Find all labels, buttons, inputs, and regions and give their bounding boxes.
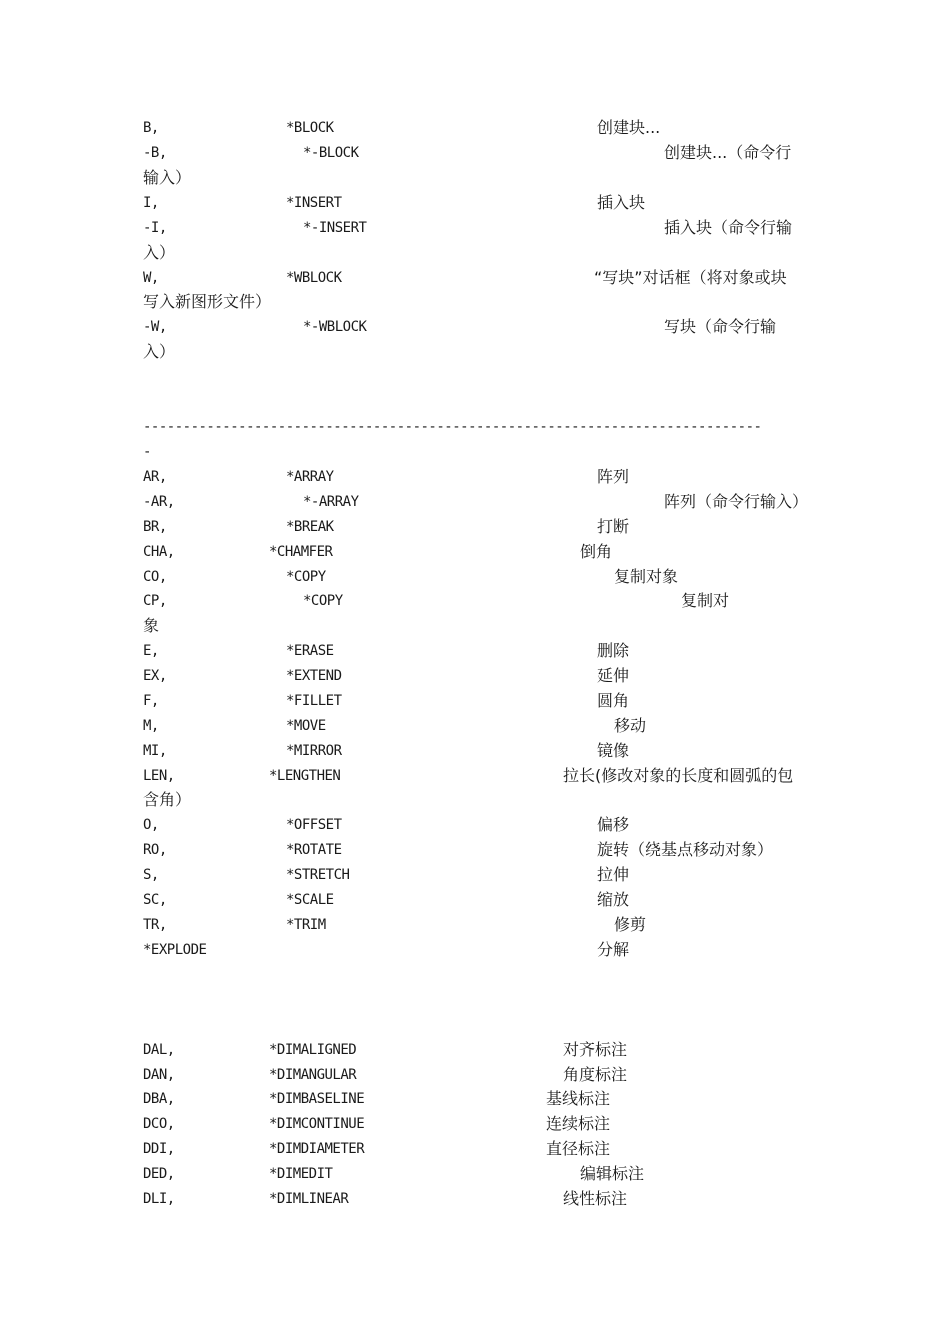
command-name: *ROTATE: [286, 842, 342, 858]
command-alias: S,: [143, 867, 159, 883]
command-name: *DIMEDIT: [269, 1166, 333, 1182]
command-name: *MOVE: [286, 718, 326, 734]
command-description: 旋转（绕基点移动对象）: [597, 840, 774, 859]
command-name: *BREAK: [286, 519, 334, 535]
command-alias: -B,: [143, 145, 167, 161]
command-description: 创建块...（命令行: [664, 143, 792, 162]
command-description: 偏移: [597, 815, 630, 834]
command-name: *-BLOCK: [303, 145, 359, 161]
command-description: 创建块...: [597, 118, 661, 137]
command-description: 复制对: [681, 591, 730, 610]
command-name: *COPY: [303, 593, 343, 609]
command-alias: LEN,: [143, 768, 175, 784]
command-description: 阵列: [597, 467, 630, 486]
command-description: 写块（命令行输: [664, 317, 777, 336]
command-description: 插入块: [597, 193, 646, 212]
command-alias: SC,: [143, 892, 167, 908]
command-alias: RO,: [143, 842, 167, 858]
command-name: *MIRROR: [286, 743, 342, 759]
command-description: 对齐标注: [563, 1040, 628, 1059]
command-name: *EXTEND: [286, 668, 342, 684]
command-name: *STRETCH: [286, 867, 350, 883]
command-alias: -: [143, 444, 151, 460]
command-description: 移动: [614, 716, 647, 735]
command-alias: -W,: [143, 319, 167, 335]
command-alias: BR,: [143, 519, 167, 535]
command-alias: DDI,: [143, 1141, 175, 1157]
command-alias: DED,: [143, 1166, 175, 1182]
command-description: 分解: [597, 940, 630, 959]
command-alias: 含角）: [143, 790, 192, 809]
command-alias: -I,: [143, 220, 167, 236]
command-alias: 写入新图形文件）: [143, 292, 272, 311]
command-alias: CP,: [143, 593, 167, 609]
command-alias: 入）: [143, 342, 176, 361]
command-alias: 入）: [143, 243, 176, 262]
command-description: 修剪: [614, 915, 647, 934]
command-description: 延伸: [597, 666, 630, 685]
command-name: *-INSERT: [303, 220, 367, 236]
command-description: 倒角: [580, 542, 613, 561]
command-alias: -AR,: [143, 494, 175, 510]
command-alias: M,: [143, 718, 159, 734]
command-description: 删除: [597, 641, 630, 660]
command-name: *DIMLINEAR: [269, 1191, 349, 1207]
command-name: *ERASE: [286, 643, 334, 659]
command-alias: I,: [143, 195, 159, 211]
command-description: 打断: [597, 517, 630, 536]
command-alias: DLI,: [143, 1191, 175, 1207]
command-name: *DIMCONTINUE: [269, 1116, 365, 1132]
command-name: *INSERT: [286, 195, 342, 211]
command-name: *COPY: [286, 569, 326, 585]
command-description: 直径标注: [546, 1139, 611, 1158]
command-alias: O,: [143, 817, 159, 833]
command-description: 连续标注: [546, 1114, 611, 1133]
command-alias: DAN,: [143, 1067, 175, 1083]
command-name: *DIMALIGNED: [269, 1042, 357, 1058]
command-alias: DBA,: [143, 1091, 175, 1107]
command-description: “写块”对话框（将对象或块: [594, 268, 787, 287]
command-alias: B,: [143, 120, 159, 136]
command-alias: W,: [143, 270, 159, 286]
command-name: *SCALE: [286, 892, 334, 908]
command-name: *ARRAY: [286, 469, 334, 485]
command-name: *DIMDIAMETER: [269, 1141, 365, 1157]
command-alias: 象: [143, 616, 160, 635]
command-alias: TR,: [143, 917, 167, 933]
command-alias: F,: [143, 693, 159, 709]
separator-line: ------------------------------------------------------------------------------: [143, 419, 762, 435]
command-alias: MI,: [143, 743, 167, 759]
command-name: *DIMANGULAR: [269, 1067, 357, 1083]
command-description: 插入块（命令行输: [664, 218, 793, 237]
command-alias: DAL,: [143, 1042, 175, 1058]
command-description: 镜像: [597, 741, 630, 760]
command-name: *-WBLOCK: [303, 319, 367, 335]
command-description: 复制对象: [614, 567, 679, 586]
command-name: *LENGTHEN: [269, 768, 341, 784]
command-description: 拉伸: [597, 865, 630, 884]
command-description: 基线标注: [546, 1089, 611, 1108]
command-alias: EX,: [143, 668, 167, 684]
command-name: *CHAMFER: [269, 544, 333, 560]
command-description: 线性标注: [563, 1189, 628, 1208]
command-alias: *EXPLODE: [143, 942, 207, 958]
command-name: *TRIM: [286, 917, 326, 933]
command-name: *-ARRAY: [303, 494, 359, 510]
command-description: 缩放: [597, 890, 630, 909]
command-alias: E,: [143, 643, 159, 659]
command-name: *BLOCK: [286, 120, 334, 136]
command-alias: CO,: [143, 569, 167, 585]
command-alias: 输入）: [143, 168, 192, 187]
command-name: *FILLET: [286, 693, 342, 709]
command-name: *DIMBASELINE: [269, 1091, 365, 1107]
command-name: *OFFSET: [286, 817, 342, 833]
command-description: 阵列（命令行输入）: [664, 492, 809, 511]
command-description: 角度标注: [563, 1065, 628, 1084]
command-description: 拉长(修改对象的长度和圆弧的包: [563, 766, 794, 785]
command-name: *WBLOCK: [286, 270, 342, 286]
command-description: 圆角: [597, 691, 630, 710]
command-alias: AR,: [143, 469, 167, 485]
command-alias: CHA,: [143, 544, 175, 560]
command-alias: DCO,: [143, 1116, 175, 1132]
command-description: 编辑标注: [580, 1164, 645, 1183]
